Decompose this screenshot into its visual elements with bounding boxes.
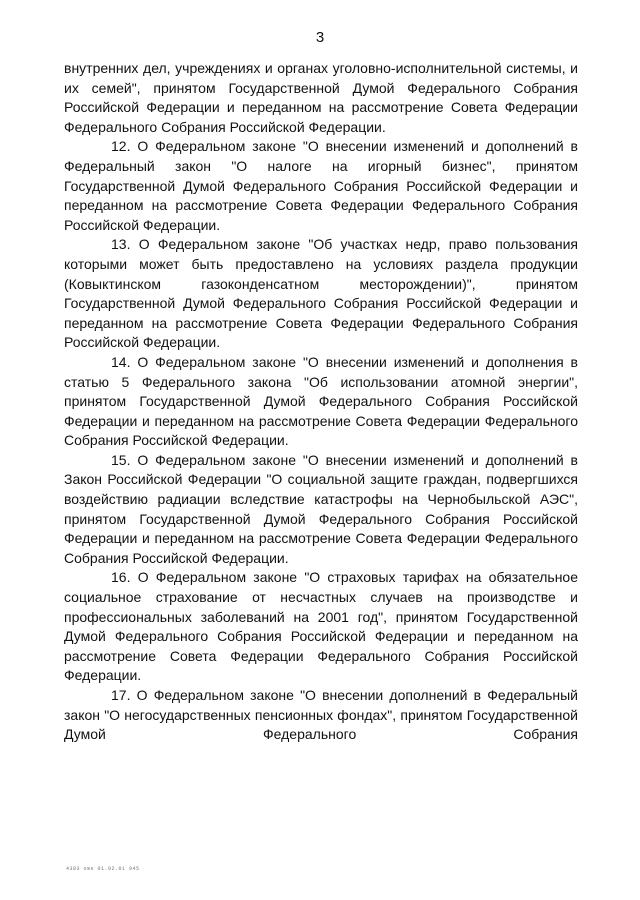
document-footer-code: 4383 ожк 01.02.01 945	[66, 866, 140, 872]
paragraph-continued: внутренних дел, учреждениях и органах уголовно-исполнительной системы, и их семей", принятом Государственной Думой Федерального Собрания Российской Федерации и переданном на рассмотрение Совета Федерации Федерального Собрания Российской Федерации.	[64, 60, 578, 135]
agenda-item-14: 14. О Федеральном законе "О внесении изменений и дополнения в статью 5 Федерального закона "Об использовании атомной энергии", принятом Государственной Думой Федерального Собрания Российской Федерации и переданном на рассмотрение Совета Федерации Федерального Собрания Российской Федерации.	[64, 353, 578, 449]
agenda-item-15: 15. О Федеральном законе "О внесении изменений и дополнений в Закон Российской Федерации "О социальной защите граждан, подвергшихся воздействию радиации вследствие катастрофы на Чернобыльской АЭС", принятом Государственной Думой Федерального Собрания Российской Федерации и переданном на рассмотрение Совета Федерации Федерального Собрания Российской Федерации.	[64, 451, 578, 566]
agenda-item-12: 12. О Федеральном законе "О внесении изменений и дополнений в Федеральный закон "О налоге на игорный бизнес", принятом Государственной Думой Федерального Собрания Российской Федерации и переданном на рассмотрение Совета Федерации Федерального Собрания Российской Федерации.	[64, 138, 578, 233]
agenda-item-16: 16. О Федеральном законе "О страховых тарифах на обязательное социальное страхование от несчастных случаев на производстве и профессиональных заболеваний на 2001 год", принятом Государственной Думой Федерального Собрания Российской Федерации и переданном на рассмотрение Совета Федерации Федерального Собрания Российской Федерации.	[64, 569, 578, 684]
agenda-item-17: 17. О Федеральном законе "О внесении дополнений в Федеральный закон "О негосударственных пенсионных фондах", принятом Государственной Думой Федерального Собрания	[64, 687, 578, 743]
document-body	[64, 59, 578, 745]
page-number: 3	[315, 29, 325, 46]
agenda-item-13: 13. О Федеральном законе "Об участках недр, право пользования которыми может быть предоставлено на условиях раздела продукции (Ковыктинском газоконденсатном месторождении)", принятом Государственной Думой Федерального Собрания Российской Федерации и переданном на рассмотрение Совета Федерации Федерального Собрания Российской Федерации.	[64, 236, 578, 351]
